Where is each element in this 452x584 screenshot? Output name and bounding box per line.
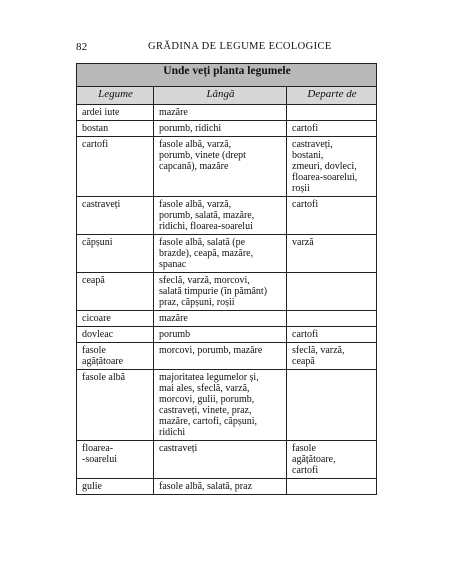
page-number: 82 (76, 41, 88, 53)
near-cell (154, 197, 287, 235)
near-cell-text: fasole albă, varză, porumb, salată, mazăre, ridichi, floarea-soarelui (159, 199, 255, 232)
far-from-cell (287, 370, 377, 441)
near-cell-text: mazăre (159, 313, 188, 324)
near-cell (154, 121, 287, 137)
near-cell (154, 311, 287, 327)
table-row (77, 327, 377, 343)
vegetable-cell-text: cartofi (82, 139, 109, 150)
vegetable-cell-text: fasole albă (82, 372, 126, 383)
far-from-cell (287, 273, 377, 311)
vegetable-cell (77, 197, 154, 235)
table-title: Unde veți planta legumele (77, 64, 377, 87)
vegetable-cell-text: căpșuni (82, 237, 113, 248)
running-head: GRĂDINA DE LEGUME ECOLOGICE (148, 41, 332, 52)
near-cell (154, 343, 287, 370)
far-from-cell-text: fasole agățătoare, cartofi (292, 443, 336, 476)
far-from-cell (287, 105, 377, 121)
far-from-cell-text: cartofi (292, 123, 319, 134)
near-cell-text: morcovi, porumb, mazăre (159, 345, 263, 356)
table-row (77, 343, 377, 370)
near-cell (154, 105, 287, 121)
near-cell (154, 327, 287, 343)
far-from-cell-text: cartofi (292, 199, 319, 210)
near-cell (154, 441, 287, 479)
table-body (77, 105, 377, 495)
vegetable-cell (77, 311, 154, 327)
table-title-row (77, 64, 377, 87)
near-cell-text: mazăre (159, 107, 188, 118)
vegetable-cell (77, 343, 154, 370)
companion-planting-table (76, 63, 377, 495)
near-cell (154, 273, 287, 311)
vegetable-cell (77, 273, 154, 311)
vegetable-cell-text: ceapă (82, 275, 105, 286)
vegetable-cell-text: gulie (82, 481, 102, 492)
far-from-cell (287, 235, 377, 273)
header-far-from: Departe de (287, 87, 377, 105)
vegetable-cell-text: fasole agățătoare (82, 345, 124, 367)
far-from-cell (287, 197, 377, 235)
far-from-cell-text: sfeclă, varză, ceapă (292, 345, 345, 367)
near-cell-text: fasole albă, salată, praz (159, 481, 253, 492)
vegetable-cell-text: ardei iute (82, 107, 120, 118)
far-from-cell (287, 343, 377, 370)
table-row (77, 105, 377, 121)
header-near: Lângă (154, 87, 287, 105)
vegetable-cell (77, 327, 154, 343)
vegetable-cell (77, 137, 154, 197)
table-row (77, 479, 377, 495)
far-from-cell-text: cartofi (292, 329, 319, 340)
far-from-cell (287, 311, 377, 327)
vegetable-cell (77, 370, 154, 441)
vegetable-cell (77, 121, 154, 137)
near-cell-text: porumb (159, 329, 191, 340)
header-vegetable: Legume (77, 87, 154, 105)
vegetable-cell-text: dovleac (82, 329, 114, 340)
near-cell-text: sfeclă, varză, morcovi, salată timpurie (în pământ) praz, căpșuni, roșii (159, 275, 268, 308)
near-cell (154, 370, 287, 441)
far-from-cell (287, 479, 377, 495)
vegetable-cell-text: castraveți (82, 199, 121, 210)
near-cell-text: porumb, ridichi (159, 123, 222, 134)
near-cell (154, 235, 287, 273)
vegetable-cell (77, 235, 154, 273)
table-row (77, 121, 377, 137)
far-from-cell (287, 327, 377, 343)
near-cell-text: fasole albă, salată (pe brazde), ceapă, mazăre, spanac (159, 237, 254, 270)
table-header-row (77, 87, 377, 105)
vegetable-cell-text: cicoare (82, 313, 111, 324)
far-from-cell (287, 137, 377, 197)
far-from-cell (287, 441, 377, 479)
near-cell-text: castraveți (159, 443, 198, 454)
table-row (77, 197, 377, 235)
table-row (77, 273, 377, 311)
near-cell (154, 137, 287, 197)
near-cell (154, 479, 287, 495)
vegetable-cell-text: floarea- -soarelui (82, 443, 117, 465)
table-row (77, 441, 377, 479)
vegetable-cell (77, 479, 154, 495)
near-cell-text: fasole albă, varză, porumb, vinete (drept capcană), mazăre (159, 139, 246, 172)
table-row (77, 311, 377, 327)
table-row (77, 137, 377, 197)
near-cell-text: majoritatea legumelor și, mai ales, sfeclă, varză, morcovi, gulii, porumb, castraveți, vinete, praz, mazăre, cartofi, căpșuni, ridichi (159, 372, 259, 438)
vegetable-cell (77, 441, 154, 479)
vegetable-cell (77, 105, 154, 121)
far-from-cell (287, 121, 377, 137)
table-row (77, 370, 377, 441)
far-from-cell-text: varză (292, 237, 314, 248)
table-row (77, 235, 377, 273)
vegetable-cell-text: bostan (82, 123, 109, 134)
far-from-cell-text: castraveți, bostani, zmeuri, dovleci, floarea-soarelui, roșii (292, 139, 358, 194)
